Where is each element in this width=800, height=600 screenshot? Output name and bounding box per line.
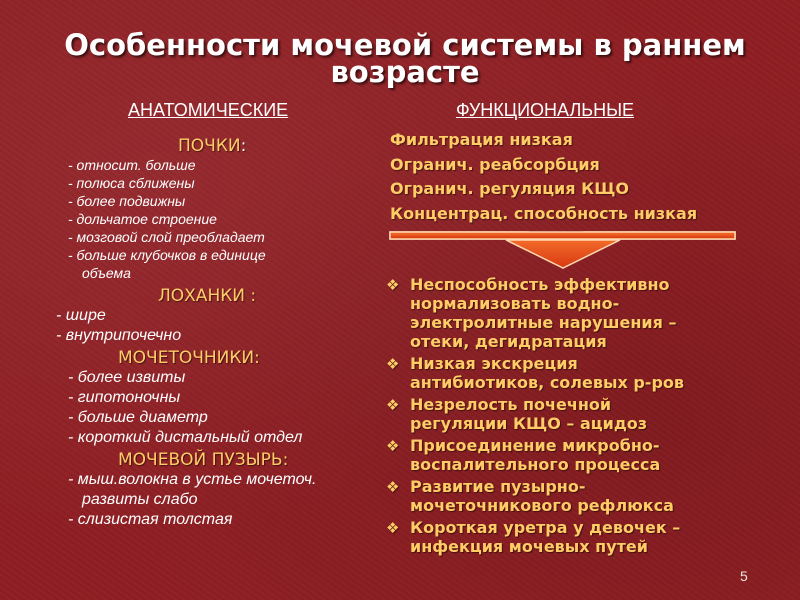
ureters-item: - больше диаметр [68,409,208,426]
kidneys-item: объема [82,265,131,281]
consequence-item [386,354,766,392]
diamond-bullet-icon: ❖ [386,276,400,294]
diamond-bullet-icon: ❖ [386,396,400,414]
consequence-line: Короткая уретра у девочек – [410,518,681,537]
consequence-item [386,275,766,351]
consequence-line: Присоединение микробно- [410,436,660,455]
kidneys-item: - больше клубочков в единице [68,247,266,263]
pelvis-item: - внутрипочечно [56,327,182,344]
ureters-item: - короткий дистальный отдел [68,429,303,446]
consequence-item [386,436,766,474]
consequence-line: антибиотиков, солевых р-ров [410,373,685,392]
consequence-item [386,395,766,433]
consequence-line: мочеточникового рефлюкса [410,496,674,515]
bladder-item: развиты слабо [82,491,198,508]
consequence-line: Низкая экскреция [410,354,578,373]
diamond-bullet-icon: ❖ [386,519,400,537]
consequence-line: регуляции КЩО – ацидоз [410,414,648,433]
slide-title-line2: возрасте [330,55,480,89]
pelvis-item: - шире [56,307,106,324]
consequence-line: Незрелость почечной [410,395,612,414]
function-item: Огранич. регуляция КЩО [390,179,629,198]
kidneys-label-text: ПОЧКИ [178,136,241,156]
consequence-item [386,477,766,515]
ureters-item: - более извиты [68,369,186,386]
bladder-item: - мыш.волокна в устье мочеточ. [68,471,317,488]
ureters-item: - гипотоночны [68,389,181,406]
down-arrow-icon [388,226,738,276]
kidneys-item: - мозговой слой преобладает [68,229,265,245]
function-item: Концентрац. способность низкая [390,203,698,223]
consequence-line: Неспособность эффективно [410,275,670,294]
consequence-line: электролитные нарушения – [410,313,677,332]
diamond-bullet-icon: ❖ [386,478,400,496]
diamond-bullet-icon: ❖ [386,355,400,373]
diamond-bullet-icon: ❖ [386,437,400,455]
kidneys-item: - более подвижны [68,193,186,209]
consequence-line: нормализовать водно- [410,294,620,313]
bladder-item: - слизистая толстая [68,511,233,528]
bladder-label: МОЧЕВОЙ ПУЗЫРЬ: [118,450,289,470]
slide-title [40,28,770,89]
slide-title-line1: Особенности мочевой системы в раннем [64,28,746,62]
consequence-line: отеки, дегидратация [410,332,607,351]
kidneys-label [178,136,388,156]
functional-heading: ФУНКЦИОНАЛЬНЫЕ [456,100,635,120]
kidneys-item: - относит. больше [68,157,196,173]
kidneys-item: - дольчатое строение [68,211,217,227]
consequence-line: Развитие пузырно- [410,477,586,496]
anatomical-column [56,136,388,530]
pelvis-label: ЛОХАНКИ : [158,286,257,306]
consequence-item [386,518,766,556]
kidneys-label-colon: : [240,136,247,156]
ureters-label: МОЧЕТОЧНИКИ: [118,348,260,368]
functional-list [390,128,770,226]
anatomical-heading: АНАТОМИЧЕСКИЕ [128,100,289,120]
consequence-line: воспалительного процесса [410,455,661,474]
kidneys-item: - полюса сближены [68,175,195,191]
function-item: Фильтрация низкая [390,130,573,149]
function-item: Огранич. реабсорбция [390,154,600,174]
page-number: 5 [740,568,748,584]
consequences-list [386,275,766,559]
consequence-line: инфекция мочевых путей [410,537,648,556]
